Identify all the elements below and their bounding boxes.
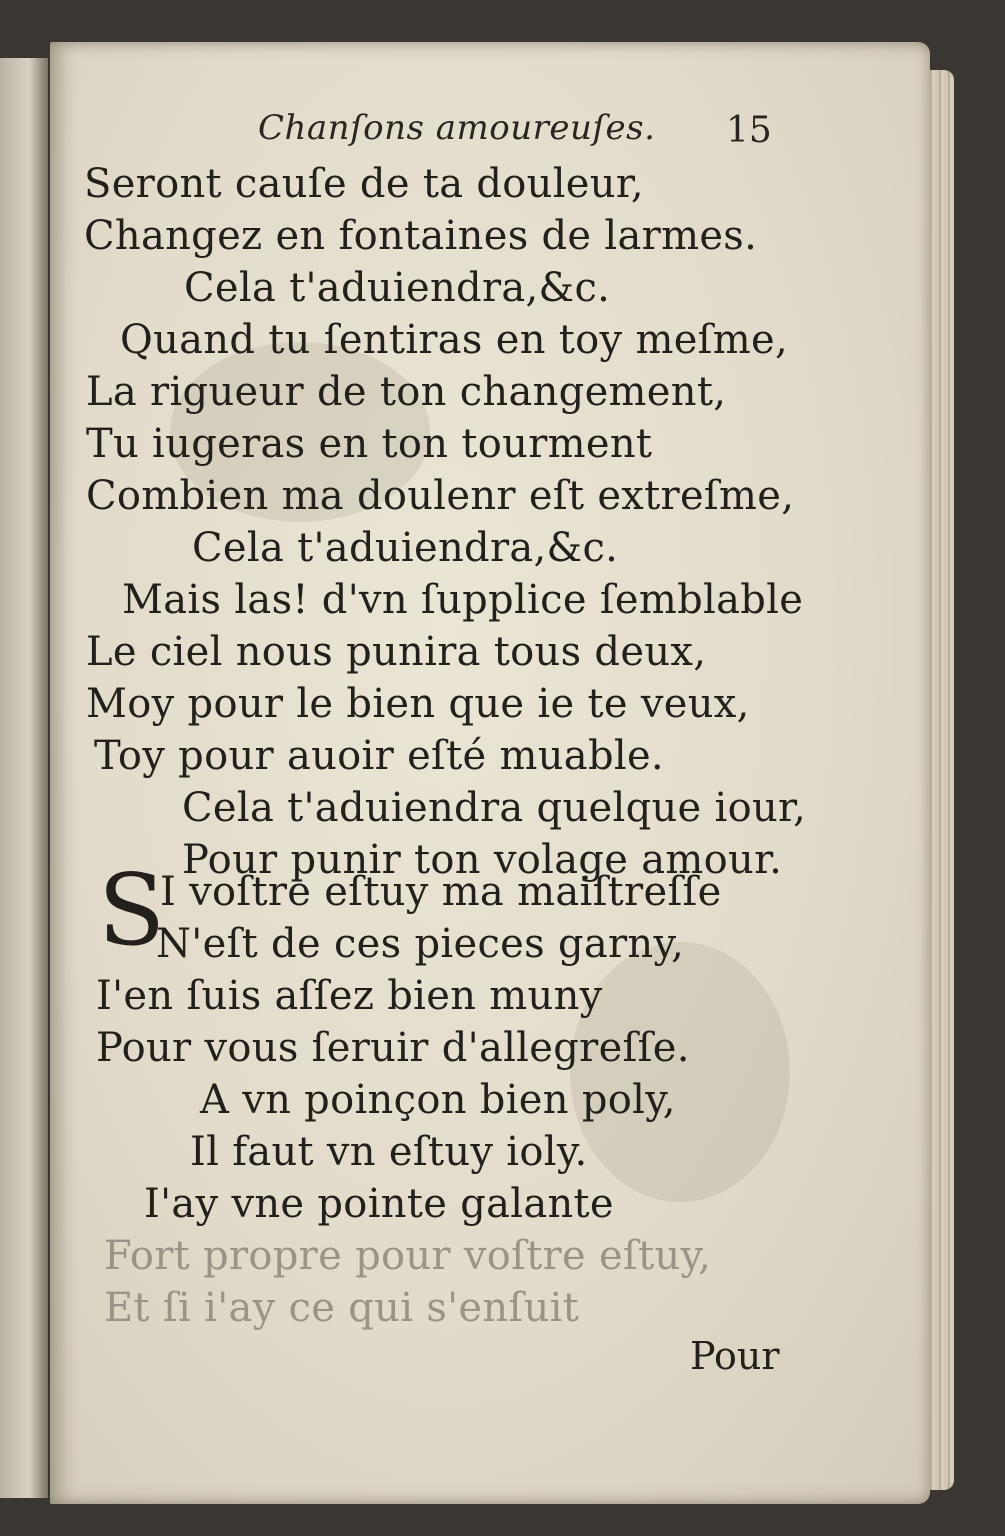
running-head: Chanſons amoureuſes.	[258, 108, 656, 148]
verse-line: Pour vous ſeruir d'allegreſſe.	[96, 1025, 690, 1071]
adjacent-page-strip	[0, 58, 48, 1498]
page-number: 15	[726, 110, 772, 151]
verse-line: Changez en fontaines de larmes.	[84, 213, 758, 259]
catchword: Pour	[690, 1334, 780, 1378]
verse-line: Le ciel nous punira tous deux,	[86, 629, 707, 675]
verse-line: A vn poinçon bien poly,	[200, 1077, 676, 1123]
verse-line: La rigueur de ton changement,	[86, 369, 727, 415]
refrain-line: Cela t'aduiendra,&c.	[192, 525, 619, 571]
verse-line: Moy pour le bien que ie te veux,	[86, 681, 750, 727]
verse-line: Et ſi i'ay ce qui s'enſuit	[104, 1285, 580, 1331]
paper-stain	[570, 942, 790, 1202]
verse-line: Seront cauſe de ta douleur,	[84, 161, 644, 207]
refrain-line: Pour punir ton volage amour.	[182, 837, 783, 883]
verse-line: N'eſt de ces pieces garny,	[156, 921, 685, 967]
drop-cap: S	[98, 854, 166, 968]
verse-line: I'en ſuis aſſez bien muny	[96, 973, 603, 1019]
verse-line: Combien ma doulenr eſt extreſme,	[86, 473, 795, 519]
refrain-line: Cela t'aduiendra,&c.	[184, 265, 611, 311]
refrain-line: Cela t'aduiendra quelque iour,	[182, 785, 807, 831]
verse-line: Toy pour auoir eſté muable.	[94, 733, 664, 779]
verse-line: Mais las! d'vn ſupplice ſemblable	[122, 577, 804, 623]
verse-line: Il faut vn eſtuy ioly.	[190, 1129, 588, 1175]
verse-line: I voſtre eſtuy ma maiſtreſſe	[160, 869, 722, 915]
verse-line: Quand tu ſentiras en toy meſme,	[120, 317, 788, 363]
verse-line: Tu iugeras en ton tourment	[86, 421, 653, 467]
verse-line: I'ay vne pointe galante	[144, 1181, 614, 1227]
page-edges	[926, 70, 954, 1490]
verse-line: Fort propre pour voſtre eſtuy,	[104, 1233, 712, 1279]
